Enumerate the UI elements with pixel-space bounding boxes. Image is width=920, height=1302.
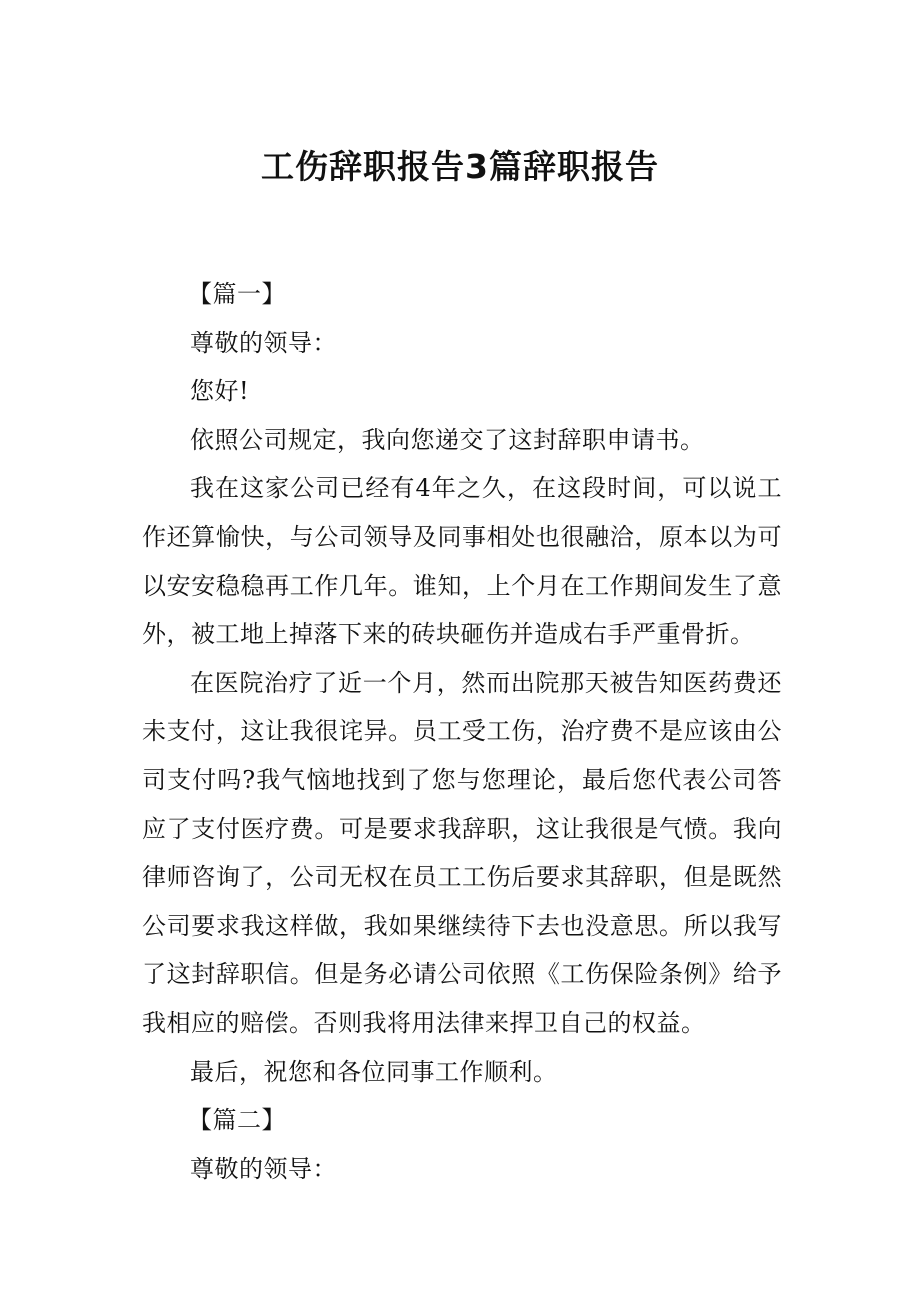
body-paragraph: 我在这家公司已经有4年之久，在这段时间，可以说工作还算愉快，与公司领导及同事相处也很融洽，原本以为可以安安稳稳再工作几年。谁知，上个月在工作期间发生了意外，被工地上掉落下来的砖块砸伤并造成右手严重骨折。	[142, 474, 782, 649]
closing-wishes: 最后，祝您和各位同事工作顺利。	[190, 1057, 558, 1086]
salutation: 尊敬的领导：	[190, 328, 337, 357]
section-heading-part-one: 【篇一】	[188, 280, 286, 308]
section-heading-part-two: 【篇二】	[188, 1106, 286, 1135]
salutation: 尊敬的领导：	[190, 1154, 337, 1183]
greeting: 您好!	[190, 377, 250, 406]
body-paragraph: 依照公司规定，我向您递交了这封辞职申请书。	[190, 425, 705, 454]
document-body	[142, 270, 782, 1193]
document-title: 工伤辞职报告3篇辞职报告	[261, 147, 659, 186]
body-paragraph: 在医院治疗了近一个月，然而出院那天被告知医药费还未支付，这让我很诧异。员工受工伤，治疗费不是应该由公司支付吗?我气恼地找到了您与您理论，最后您代表公司答应了支付医疗费。可是要求我辞职，这让我很是气愤。我向律师咨询了，公司无权在员工工伤后要求其辞职，但是既然公司要求我这样做，我如果继续待下去也没意思。所以我写了这封辞职信。但是务必请公司依照《工伤保险条例》给予我相应的赔偿。否则我将用法律来捍卫自己的权益。	[142, 668, 782, 1037]
